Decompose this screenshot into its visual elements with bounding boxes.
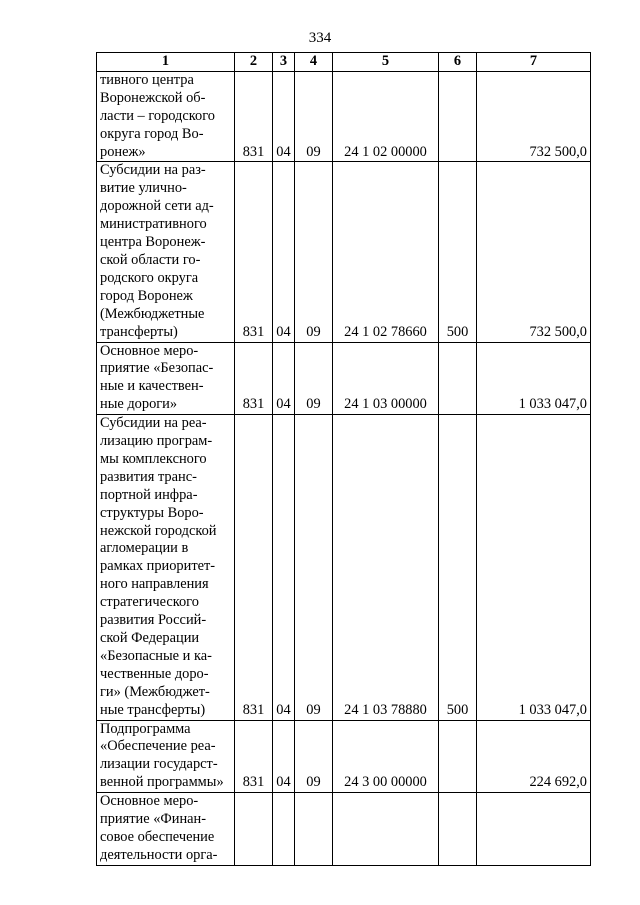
column-header: 7 [477,53,591,72]
vr-cell [439,720,477,793]
csr-cell: 24 1 03 78880 [333,415,439,720]
page-number: 334 [308,30,332,46]
rz-cell: 04 [273,415,295,720]
csr-cell [333,793,439,866]
vr-cell: 500 [439,415,477,720]
gr-cell: 831 [235,415,273,720]
item-name-cell [97,720,235,793]
pr-cell [295,793,333,866]
table-row [97,342,591,415]
gr-cell: 831 [235,720,273,793]
sum-cell: 732 500,0 [477,71,591,162]
vr-cell [439,342,477,415]
sum-cell: 1 033 047,0 [477,415,591,720]
item-name: Субсидии на реа- лизацию програм- мы комплексного развития транс- портной инфра- структуры Воро- нежской городской агломерации в рамках приоритет- ного направления стратегического развития Россий- ской Федерации «Безопасные и ка- чественные доро- ги» (Межбюджет- ные трансферты) [100,415,217,718]
item-name-cell [97,162,235,342]
column-header: 1 [97,53,235,72]
vr-cell [439,71,477,162]
rz-cell [273,793,295,866]
item-name: Основное меро- приятие «Безопас- ные и качествен- ные дороги» [100,342,214,413]
item-name: Подпрограмма «Обеспечение реа- лизации государст- венной программы» [100,720,224,791]
item-name-cell [97,415,235,720]
table-row [97,415,591,720]
csr-cell: 24 1 03 00000 [333,342,439,415]
item-name: тивного центра Воронежской об- ласти – городского округа город Во- ронеж» [100,71,215,160]
pr-cell: 09 [295,71,333,162]
csr-cell: 24 1 02 00000 [333,71,439,162]
csr-cell: 24 3 00 00000 [333,720,439,793]
gr-cell: 831 [235,342,273,415]
gr-cell [235,793,273,866]
gr-cell: 831 [235,71,273,162]
pr-cell: 09 [295,415,333,720]
item-name: Субсидии на раз- витие улично- дорожной сети ад- министративного центра Воронеж- ской области го- родского округа город Воронеж (Межбюджетные трансферты) [100,162,214,340]
budget-table [96,52,591,866]
item-name-cell [97,71,235,162]
column-header: 2 [235,53,273,72]
csr-cell: 24 1 02 78660 [333,162,439,342]
rz-cell: 04 [273,342,295,415]
pr-cell: 09 [295,162,333,342]
column-header: 4 [295,53,333,72]
sum-cell [477,793,591,866]
pr-cell: 09 [295,342,333,415]
column-header: 5 [333,53,439,72]
table-row [97,720,591,793]
table-row [97,793,591,866]
vr-cell: 500 [439,162,477,342]
rz-cell: 04 [273,162,295,342]
item-name: Основное меро- приятие «Финан- совое обеспечение деятельности орга- [100,793,218,863]
sum-cell: 1 033 047,0 [477,342,591,415]
vr-cell [439,793,477,866]
table-row [97,162,591,342]
rz-cell: 04 [273,720,295,793]
item-name-cell [97,342,235,415]
sum-cell: 732 500,0 [477,162,591,342]
item-name-cell [97,793,235,866]
table-row [97,71,591,162]
gr-cell: 831 [235,162,273,342]
sum-cell: 224 692,0 [477,720,591,793]
pr-cell: 09 [295,720,333,793]
table-header-row [97,53,591,72]
column-header: 6 [439,53,477,72]
rz-cell: 04 [273,71,295,162]
column-header: 3 [273,53,295,72]
